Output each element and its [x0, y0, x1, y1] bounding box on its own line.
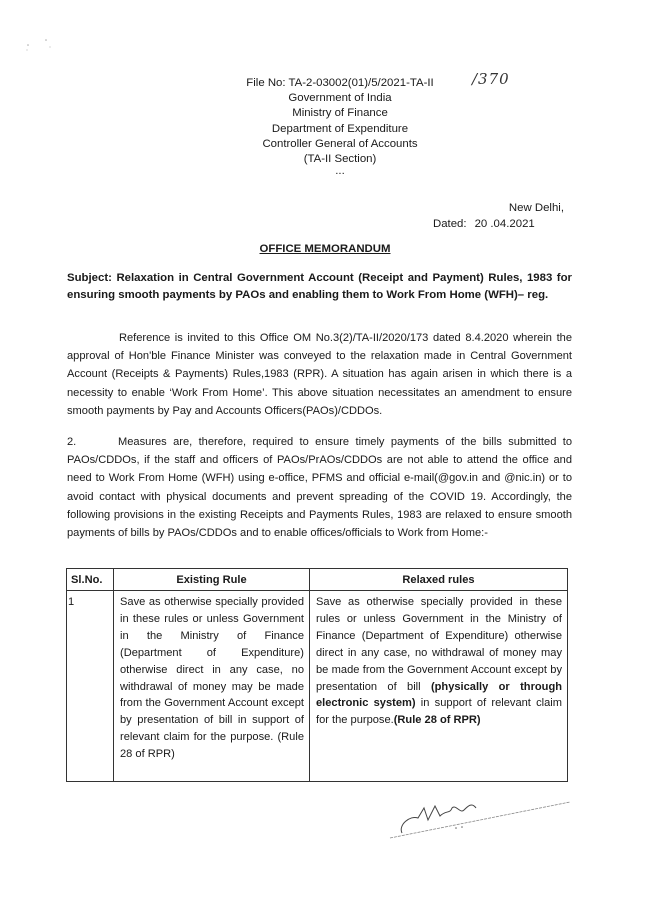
- table-header-row: [67, 569, 568, 591]
- date-line: [433, 216, 570, 232]
- column-header-sl-no: Sl.No.: [67, 569, 114, 591]
- relaxed-rule-text: Save as otherwise specially provided in these rules or unless Government in the Ministry of Finance (Department of Expenditure) otherwise direct in any case, no withdrawal of money may be made from the Government Account except by presentation of bill: [316, 596, 562, 693]
- org-line-government: Government of India: [288, 92, 392, 105]
- header-separator: ...: [335, 165, 345, 178]
- date-label: Dated:: [433, 218, 467, 230]
- place-and-date: [433, 200, 570, 232]
- paragraph-2: [67, 433, 572, 542]
- relaxed-rule-reference: (Rule 28 of RPR): [393, 714, 481, 727]
- column-header-existing-rule: Existing Rule: [114, 569, 310, 591]
- file-number: [190, 70, 510, 91]
- paragraph-1: Reference is invited to this Office OM No.3(2)/TA-II/2020/173 dated 8.4.2020 wherein the approval of Hon'ble Finance Minister was conveyed to the relaxation made in Central Government Account (Receipts & Payments) Rules,1983 (RPR). A situation has again arisen in which there is a necessity to enable ‘Work From Home’. This above situation necessitates an amendment to ensure smooth payments by Pay and Accounts Officers(PAOs)/CDDOs.: [67, 332, 572, 417]
- rules-table: [66, 568, 568, 782]
- paragraph-number: 2.: [67, 436, 77, 448]
- handwritten-file-suffix: /370: [472, 70, 510, 88]
- subject-line: Subject: Relaxation in Central Government Account (Receipt and Payment) Rules, 1983 for ensuring smooth payments by PAOs and enabling them to Work From Home (WFH)– reg.: [67, 272, 572, 301]
- org-line-controller: Controller General of Accounts: [262, 137, 418, 150]
- table-row: [67, 591, 568, 782]
- paragraph-2-text: Measures are, therefore, required to ensure timely payments of the bills submitted to PAOs/CDDOs, if the staff and officers of PAOs/PrAOs/CDDOs are not able to attend the office and need to Work From Home (WFH) using e-office, PFMS and official e-mail(@gov.in and @nic.in) or to avoid contact with physical documents and prevent spreading of the COVID 19. Accordingly, the following provisions in the existing Receipts and Payments Rules, 1983 are relaxed to ensure smooth payments of bills by PAOs/CDDOs and to enable offices/officials to Work from Home:-: [67, 436, 572, 540]
- letterhead: [190, 70, 510, 178]
- place: New Delhi,: [508, 202, 564, 214]
- relaxed-rule-text-cont: in support of relevant claim for the purpose.: [316, 697, 562, 727]
- org-line-department: Department of Expenditure: [271, 122, 409, 135]
- date-value: 20 .04.2021: [474, 218, 535, 230]
- file-number-text: File No: TA-2-03002(01)/5/2021-TA-II: [246, 77, 434, 89]
- cell-relaxed-rule: [310, 591, 568, 782]
- column-header-relaxed-rules: Relaxed rules: [310, 569, 568, 591]
- cell-existing-rule: Save as otherwise specially provided in these rules or unless Government in the Ministry of Finance (Department of Expenditure) otherwise direct in any case, no withdrawal of money may be made from the Government Account except by presentation of bill in support of relevant claim for the purpose. (Rule 28 of RPR): [114, 591, 310, 782]
- cell-sl-no: 1: [67, 591, 114, 782]
- signature-icon: [380, 800, 580, 840]
- org-line-ministry: Ministry of Finance: [292, 107, 388, 120]
- signature: [380, 800, 580, 840]
- org-line-section: (TA-II Section): [303, 153, 377, 166]
- memo-title: OFFICE MEMORANDUM: [259, 243, 391, 255]
- scan-artifact: [18, 35, 58, 55]
- relaxed-rule-emphasis: (physically or through electronic system): [316, 680, 562, 710]
